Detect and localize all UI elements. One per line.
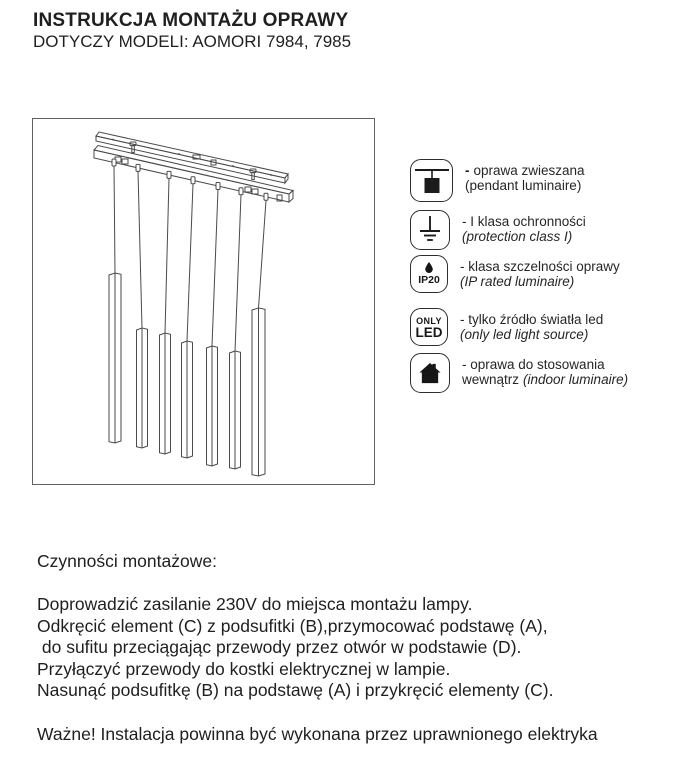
legend-label-en: (pendant luminaire) xyxy=(465,178,582,193)
cable-grip xyxy=(216,183,220,190)
led-label: LED xyxy=(415,324,443,340)
legend-label-en: (IP rated luminaire) xyxy=(460,274,575,289)
legend-dash: - xyxy=(465,163,470,178)
lamp-tube xyxy=(252,308,265,476)
instruction-step: Nasunąć podsufitkę (B) na podstawę (A) i przykręcić elementy (C). xyxy=(37,680,554,700)
drop-icon xyxy=(424,262,434,273)
terminal-block xyxy=(245,187,251,192)
instruction-step: Przyłączyć przewody do kostki elektrycznej w lampie. xyxy=(37,658,451,679)
suspension-cable xyxy=(212,190,218,347)
legend-label-en: (only led light source) xyxy=(460,327,589,342)
legend-label-pl: - klasa szczelności oprawy xyxy=(460,259,620,274)
lamp-tubes xyxy=(109,273,265,476)
lamp-tube xyxy=(137,328,148,448)
instructions-heading: Czynności montażowe: xyxy=(37,551,217,571)
canopy-bar xyxy=(94,146,293,203)
legend-row-protection-class xyxy=(410,210,677,250)
suspension-cable xyxy=(165,178,169,333)
legend-label xyxy=(462,353,677,387)
cable-grip xyxy=(239,188,243,195)
cable-grip xyxy=(136,164,140,171)
mounting-plate xyxy=(96,132,288,183)
legend-row-ip-rating xyxy=(410,255,675,293)
ground-symbol-icon xyxy=(410,210,450,250)
terminal-block xyxy=(252,189,258,194)
warning-text: Ważne! Instalacja powinna być wykonana przez uprawnionego elektryka xyxy=(37,724,598,744)
diagram-frame xyxy=(32,118,375,485)
page-title: INSTRUKCJA MONTAŻU OPRAWY xyxy=(33,10,349,31)
lamp-tube xyxy=(230,351,241,469)
page-subtitle: DOTYCZY MODELI: AOMORI 7984, 7985 xyxy=(33,32,352,51)
lamp-tube xyxy=(160,333,171,454)
legend-label-pl: wewnątrz xyxy=(462,372,520,387)
instructions-steps xyxy=(37,594,553,702)
pendant-luminaire-icon xyxy=(410,159,453,202)
instruction-step: do sufitu przeciągając przewody przez otwór w podstawie (D). xyxy=(37,637,522,657)
cable-grip xyxy=(191,177,195,184)
lamp-tube xyxy=(182,341,193,458)
ip20-label: IP20 xyxy=(418,274,440,286)
legend-label-en: (indoor luminaire) xyxy=(523,372,629,387)
only-led-icon xyxy=(410,308,448,346)
legend-label-pl: - oprawa do stosowania xyxy=(462,357,605,372)
legend-label-pl: - tylko źródło światła led xyxy=(460,312,604,327)
only-label: ONLY xyxy=(416,315,442,326)
lamp-tube xyxy=(207,346,218,466)
legend-label xyxy=(462,210,677,244)
instruction-step: Odkręcić element (C) z podsufitki (B),przymocować podstawę (A), xyxy=(37,615,548,636)
legend-row-pendant xyxy=(410,159,680,202)
cable-grip xyxy=(112,159,116,166)
legend-label-pl: oprawa zwieszana xyxy=(473,163,585,178)
terminal-block xyxy=(122,159,128,164)
legend-row-only-led xyxy=(410,308,675,346)
legend-label-en: (protection class I) xyxy=(462,229,573,244)
lamp-tube xyxy=(109,273,121,443)
suspension-cable xyxy=(138,171,142,328)
house-icon xyxy=(410,353,450,393)
legend-label xyxy=(460,308,675,342)
suspension-cable xyxy=(114,166,115,273)
instruction-step: Doprowadzić zasilanie 230V do miejsca montażu lampy. xyxy=(37,594,473,614)
legend-label xyxy=(465,159,680,193)
cable-grip xyxy=(167,171,171,178)
ip20-icon xyxy=(410,255,448,293)
legend-label xyxy=(460,255,675,289)
lamp-technical-drawing xyxy=(33,119,374,484)
cable-grip xyxy=(264,193,268,200)
legend-label-pl: - I klasa ochronności xyxy=(462,214,586,229)
suspension-cable xyxy=(235,195,241,351)
suspension-cable xyxy=(187,184,193,341)
legend-row-indoor xyxy=(410,353,677,393)
suspension-cable xyxy=(259,200,267,308)
